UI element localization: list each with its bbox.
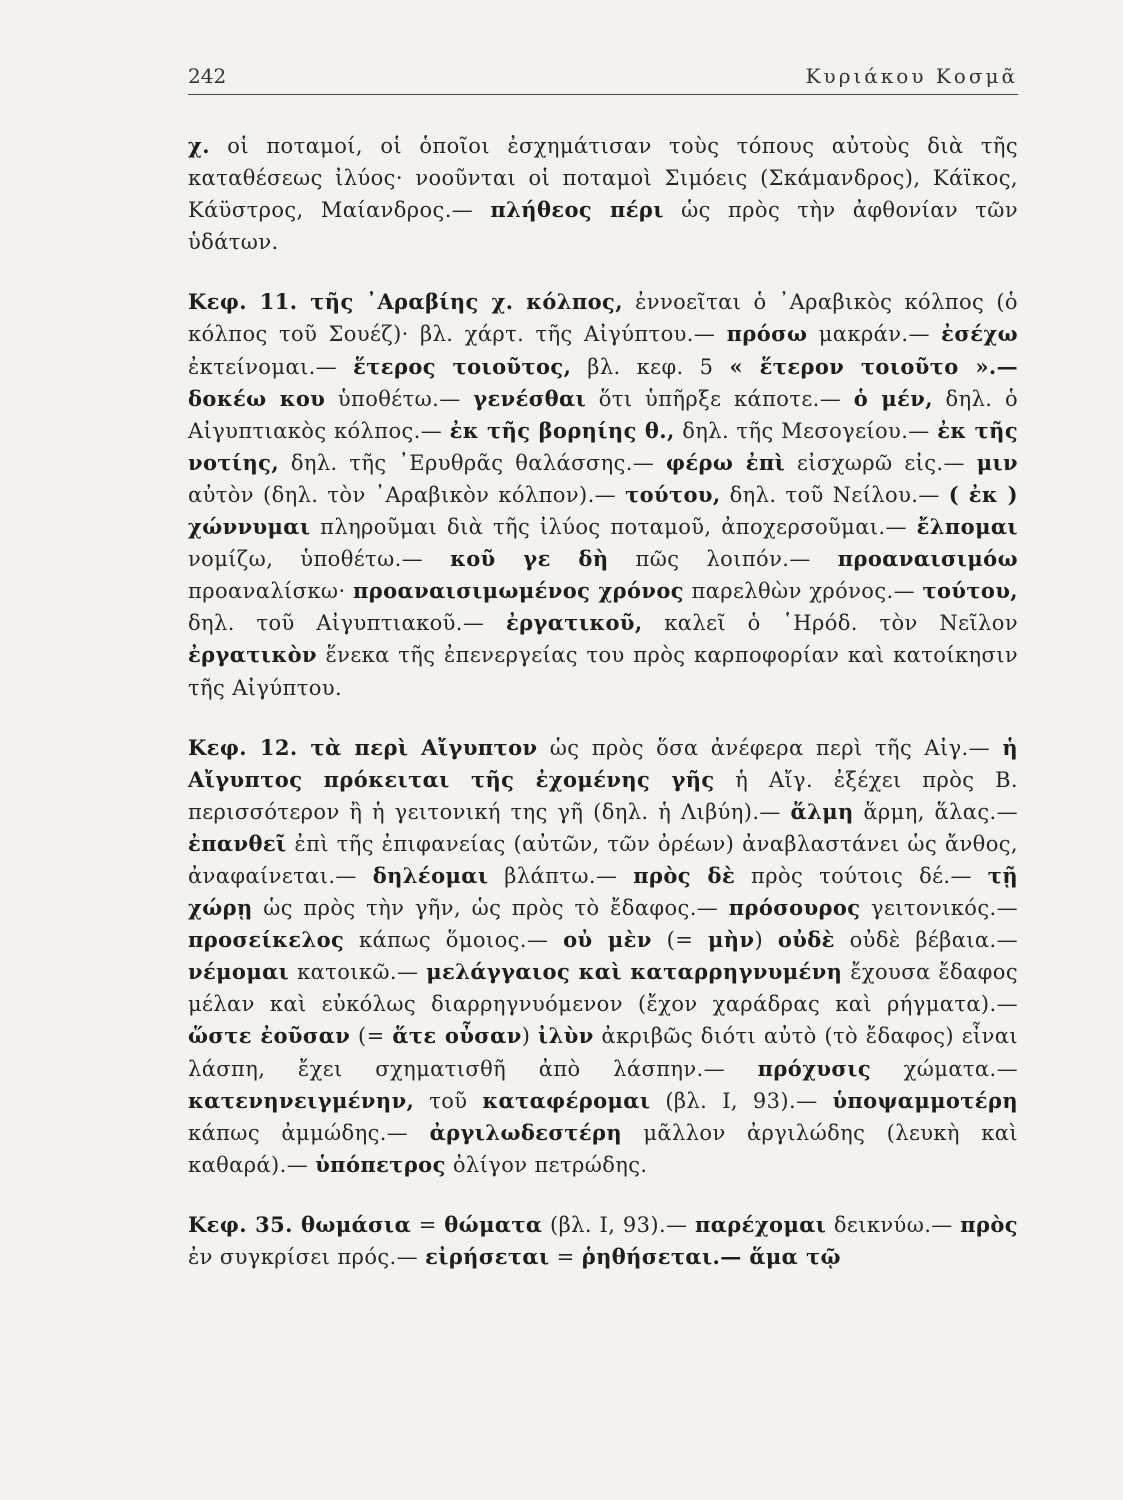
gloss-text: = — [549, 1245, 582, 1269]
lemma-term: εἰρήσεται — [425, 1244, 550, 1269]
gloss-text: (βλ. I, 93).— — [542, 1212, 695, 1237]
lemma-term: γενέσθαι — [473, 385, 587, 411]
commentary-body — [188, 130, 1018, 1273]
gloss-text: ὡς πρὸς ὅσα ἀνέφερα περὶ τῆς Αἰγ.— — [537, 735, 1003, 760]
gloss-text: ὡς πρὸς τὴν γῆν, ὡς πρὸς τὸ ἔδαφος.— — [252, 896, 729, 921]
gloss-text: κατοικῶ.— — [289, 960, 427, 985]
gloss-text: ἀκριβῶς διότι αὐτὸ (τὸ ἔδαφος) εἶναι λάσπη, ἔχει σχηματισθῆ ἀπὸ λάσπην.— — [188, 1024, 1018, 1081]
lemma-term: νέμομαι — [188, 959, 290, 985]
gloss-text: δηλ. τῆς ᾿Ερυθρᾶς θαλάσσης.— — [279, 450, 666, 475]
gloss-text: δηλ. τοῦ Νείλου.— — [720, 482, 949, 507]
paragraph-chapter-12 — [188, 732, 1018, 1181]
lemma-term: τούτου, — [625, 481, 721, 507]
gloss-text: (= — [350, 1024, 393, 1049]
gloss-text: ) — [521, 1024, 539, 1049]
lemma-term: ἕτερος τοιοῦτος, — [353, 353, 572, 379]
lemma-term: ἀργιλωδεστέρη — [429, 1119, 623, 1145]
gloss-text: οὐδὲ βέβαια.— — [834, 928, 1018, 953]
lemma-term: ἰλὺν — [538, 1023, 594, 1049]
gloss-text: τοῦ — [414, 1088, 483, 1113]
lemma-term: μιν — [976, 449, 1018, 475]
gloss-text: αὐτὸν (δηλ. τὸν ᾿Αραβικὸν κόλπον).— — [188, 482, 626, 507]
lemma-term: ἐσέχω — [941, 321, 1018, 347]
lemma-term: χ. — [188, 133, 210, 158]
gloss-text: ἐκτείνομαι.— — [188, 354, 354, 379]
gloss-text: μᾶλλον ἀργιλώδης (λευκὴ καὶ καθαρά).— — [188, 1120, 1018, 1177]
gloss-text: ἐννοεῖται ὁ ᾿Αραβικὸς κόλπος (ὁ κόλπος τοῦ Σουέζ)· βλ. χάρτ. τῆς Αἰγύπτου.— — [188, 290, 1018, 347]
lemma-term: ἡ Αἴγυπτος πρόκειται τῆς ἐχομένης γῆς — [188, 734, 1018, 792]
lemma-term: οὐ μὲν — [563, 927, 652, 953]
lemma-term: ἐργατικοῦ, — [505, 610, 643, 636]
lemma-term: ἐκ τῆς βορηίης θ., — [449, 417, 675, 443]
lemma-term: καταφέρομαι — [482, 1087, 651, 1113]
gloss-text: ὀλίγον πετρώδης. — [445, 1152, 648, 1177]
gloss-text: ἐπὶ τῆς ἐπιφανείας (αὐτῶν, τῶν ὀρέων) ἀναβλαστάνει ὡς ἄνθος, ἀναφαίνεται.— — [188, 831, 1018, 888]
gloss-text: (= — [651, 928, 709, 953]
gloss-text: πρὸς τούτοις δέ.— — [735, 863, 988, 888]
lemma-term: ἔλπομαι — [916, 514, 1018, 540]
lemma-term: οὐδὲ — [777, 927, 835, 953]
gloss-text: = — [411, 1212, 445, 1237]
gloss-text: κάπως ὅμοιος.— — [344, 928, 564, 953]
lemma-term: μελάγγαιος καὶ καταρρηγνυμένη — [426, 959, 843, 985]
gloss-text: ἕνεκα τῆς ἐπενεργείας του πρὸς καρποφορίαν καὶ κατοίκησιν τῆς Αἰγύπτου. — [188, 643, 1018, 700]
lemma-term: ἐκ τῆς νοτίης, — [188, 417, 1019, 475]
lemma-term: ὑπόπετρος — [315, 1151, 446, 1177]
gloss-text: (βλ. I, 93).— — [650, 1088, 833, 1113]
lemma-term: θώματα — [444, 1211, 543, 1237]
gloss-text: ἡ Αἴγ. ἐξέχει πρὸς Β. περισσότερον ἢ ἡ γειτονική της γῆ (δηλ. ἡ Λιβύη).— — [188, 767, 1018, 824]
lemma-term: ὁ μέν, — [853, 385, 933, 411]
gloss-text: ἔχουσα ἔδαφος μέλαν καὶ εὐκόλως διαρρηγνυόμενον (ἔχον χαράδρας καὶ ρήγματα).— — [188, 960, 1018, 1017]
lemma-term: ἅλμη — [790, 798, 854, 824]
paragraph-chapter-35 — [188, 1209, 1018, 1273]
gloss-text: ὑποθέτω.— — [325, 386, 474, 411]
lemma-term: Κεφ. 35. θωμάσια — [188, 1211, 412, 1237]
lemma-term: παρέχομαι — [694, 1211, 827, 1237]
gloss-text: κάπως ἀμμώδης.— — [188, 1120, 430, 1145]
gloss-text: οἱ ποταμοί, οἱ ὁποῖοι ἐσχημάτισαν τοὺς τόπους αὐτοὺς διὰ τῆς καταθέσεως ἰλύος· νοοῦνται οἱ ποταμοὶ Σιμόεις (Σκάμανδρος), Κάϊκος, Κάϋστρος, Μαίανδρος.— — [188, 134, 1018, 223]
lemma-term: Κεφ. 11. τῆς ᾿Αραβίης χ. κόλπος, — [188, 289, 623, 315]
gloss-text: πληροῦμαι διὰ τῆς ἰλύος ποταμοῦ, ἀποχερσοῦμαι.— — [310, 515, 917, 540]
lemma-term: πρόσουρος — [728, 895, 861, 921]
gloss-text: χώματα.— — [871, 1056, 1018, 1081]
lemma-term: ὥστε ἐοῦσαν — [188, 1023, 351, 1049]
lemma-term: « ἕτερον τοιοῦτο ».— δοκέω κου — [188, 353, 1018, 411]
gloss-text: μακράν.— — [807, 322, 942, 347]
page-number: 242 — [188, 64, 227, 88]
gloss-text: προαναλίσκω· — [188, 579, 354, 604]
lemma-term: κοῦ γε δὴ — [450, 546, 609, 572]
gloss-text: δηλ. τοῦ Αἰγυπτιακοῦ.— — [188, 611, 506, 636]
lemma-term: κατενηνειγμένην, — [188, 1087, 415, 1113]
lemma-term: πρόχυσις — [757, 1055, 872, 1081]
lemma-term: μὴν — [708, 927, 755, 953]
lemma-term: ῥηθήσεται.— ἅμα τῷ — [581, 1244, 841, 1269]
page-header — [188, 60, 1018, 95]
gloss-text: πῶς λοιπόν.— — [608, 547, 838, 572]
lemma-term: ( ἐκ ) χώννυμαι — [188, 481, 1019, 540]
paragraph-chapter-11 — [188, 286, 1018, 703]
lemma-term: ὑποψαμμοτέρη — [832, 1087, 1018, 1113]
lemma-term: φέρω ἐπὶ — [665, 449, 786, 475]
gloss-text: ἅρμη, ἅλας.— — [853, 799, 1018, 824]
gloss-text: παρελθὼν χρόνος.— — [684, 579, 923, 604]
gloss-text: δηλ. τῆς Μεσογείου.— — [674, 418, 938, 443]
lemma-term: πρὸς — [960, 1211, 1018, 1237]
gloss-text: δεικνύω.— — [826, 1212, 961, 1237]
gloss-text: ὡς πρὸς τὴν ἀφθονίαν τῶν ὑδάτων. — [188, 198, 1018, 255]
gloss-text: καλεῖ ὁ ῾Ηρόδ. τὸν Νεῖλον — [642, 611, 1018, 636]
lemma-term: δηλέομαι — [372, 862, 489, 888]
gloss-text: νομίζω, ὑποθέτω.— — [188, 547, 451, 572]
gloss-text: γειτονικός.— — [860, 896, 1018, 921]
gloss-text: εἰσχωρῶ εἰς.— — [785, 450, 977, 475]
lemma-term: πρὸς δὲ — [633, 862, 736, 888]
paragraph-intro — [188, 130, 1018, 258]
lemma-term: προαναισιμωμένος χρόνος — [353, 578, 684, 604]
lemma-term: προσείκελος — [188, 927, 345, 953]
lemma-term: Κεφ. 12. τὰ περὶ Αἴγυπτον — [188, 734, 538, 760]
lemma-term: τῇ χώρῃ — [188, 862, 1018, 921]
gloss-text: ἐν συγκρίσει πρός.— — [188, 1245, 426, 1269]
lemma-term: πρόσω — [726, 321, 808, 347]
lemma-term: ἐργατικὸν — [188, 642, 317, 668]
gloss-text: ὅτι ὑπῆρξε κάποτε.— — [586, 386, 854, 411]
gloss-text: δηλ. ὁ Αἰγυπτιακὸς κόλπος.— — [188, 386, 1018, 443]
lemma-term: προαναισιμόω — [837, 546, 1018, 572]
gloss-text: ) — [754, 928, 778, 953]
lemma-term: πλήθεος πέρι — [490, 197, 664, 223]
lemma-term: ἅτε οὖσαν — [392, 1023, 522, 1049]
lemma-term: τούτου, — [922, 578, 1018, 604]
gloss-text: βλάπτω.— — [488, 863, 634, 888]
lemma-term: ἐπανθεῖ — [188, 830, 287, 856]
gloss-text: βλ. κεφ. 5 — [571, 354, 730, 379]
running-head: Κυριάκου Κοσμᾶ — [805, 64, 1018, 88]
